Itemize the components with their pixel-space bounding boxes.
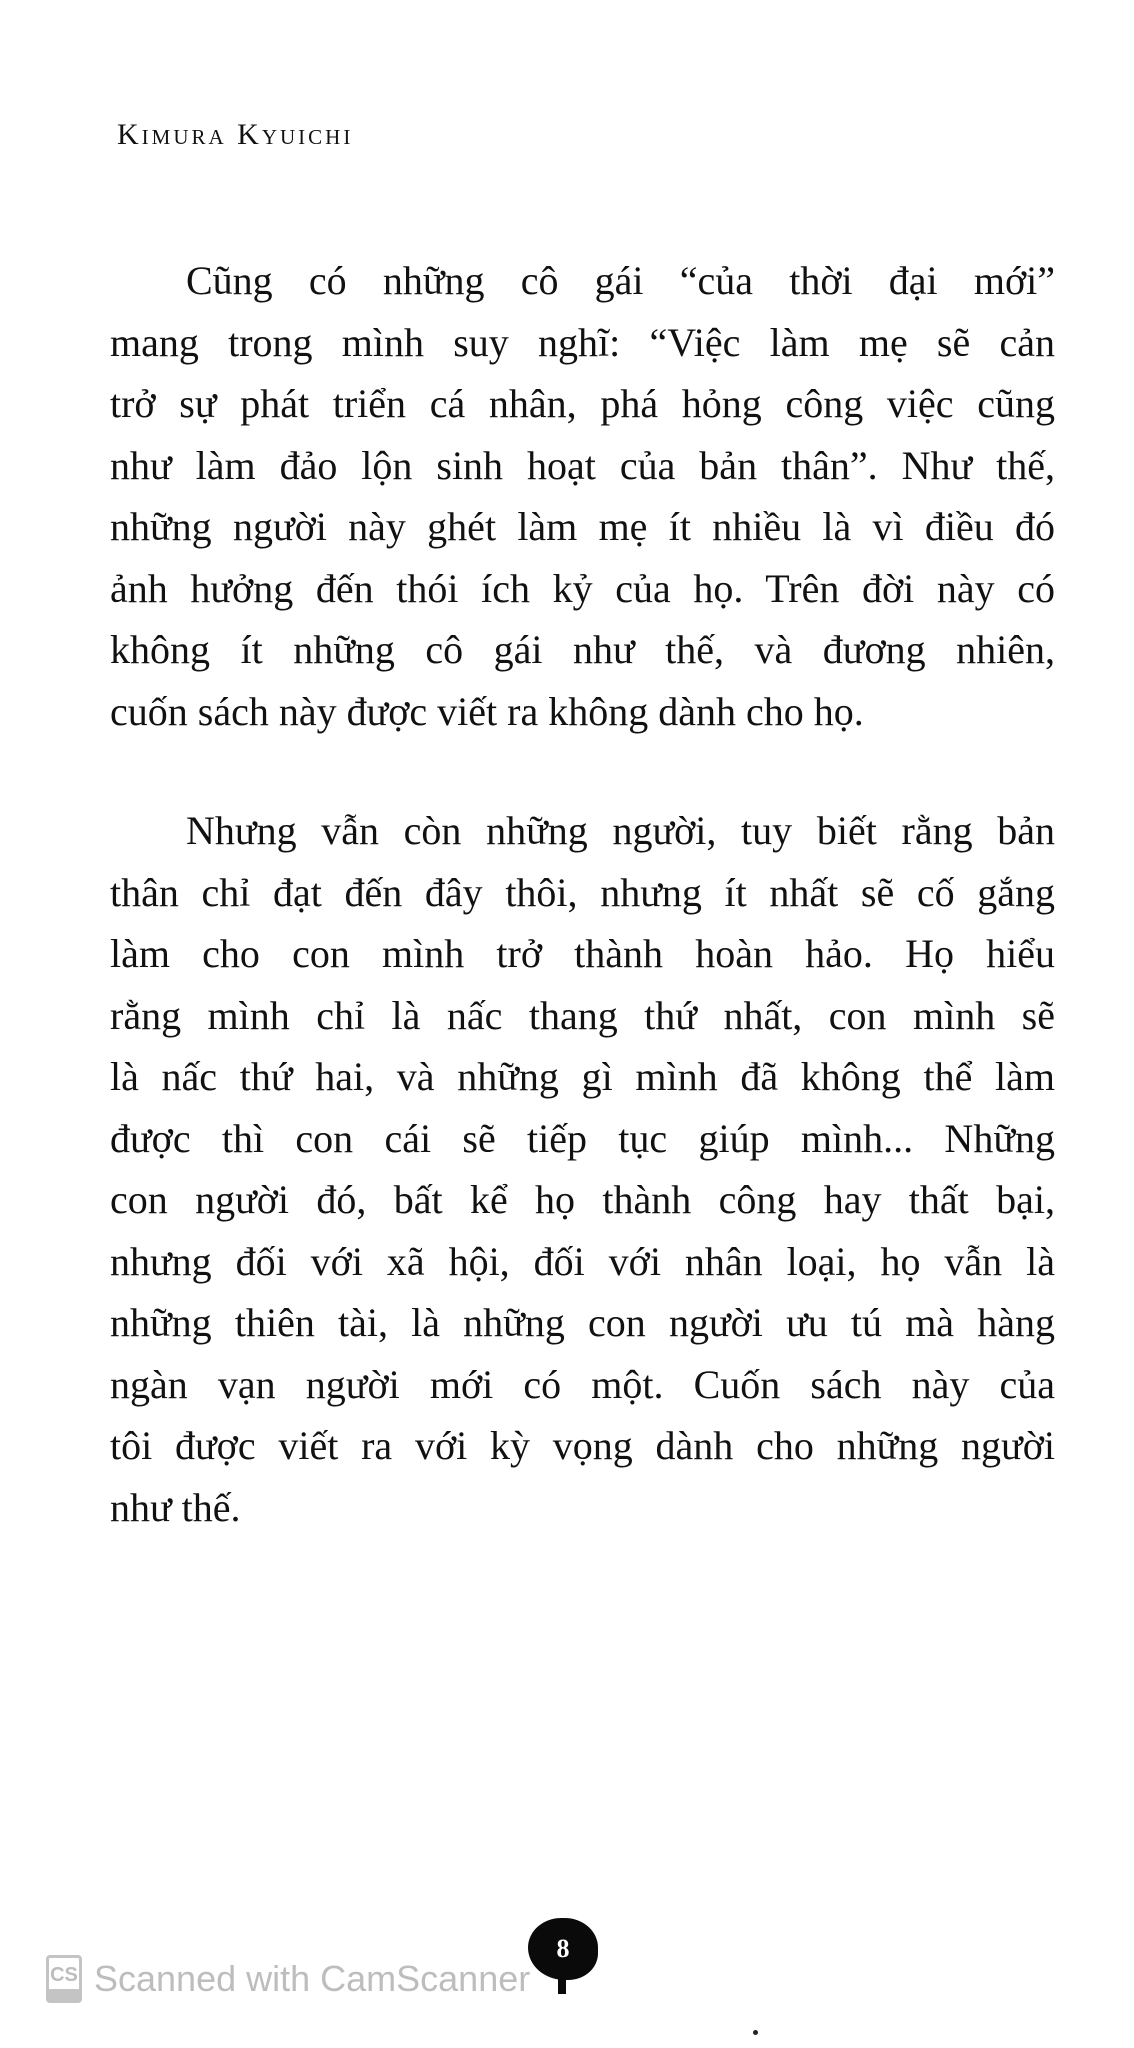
text-line: là nấc thứ hai, và những gì mình đã không thể làm — [110, 1054, 1055, 1099]
text-line: thân chỉ đạt đến đây thôi, nhưng ít nhất sẽ cố gắng — [110, 869, 1055, 915]
text-line: trở sự phát triển cá nhân, phá hỏng công việc cũng — [110, 381, 1055, 426]
watermark-text: Scanned with CamScanner — [94, 1958, 531, 1999]
text-line: như thế. — [110, 1484, 241, 1530]
paragraph-2 — [110, 800, 1055, 1538]
text-line: ảnh hưởng đến thói ích kỷ của họ. Trên đời này có — [110, 565, 1055, 611]
scan-speck — [753, 2030, 758, 2035]
badge-stem-decoration — [558, 1972, 566, 1994]
text-line: như làm đảo lộn sinh hoạt của bản thân”. Như thế, — [110, 442, 1055, 488]
text-line: tôi được viết ra với kỳ vọng dành cho những người — [110, 1423, 1055, 1468]
text-line: nhưng đối với xã hội, đối với nhân loại, họ vẫn là — [110, 1238, 1055, 1284]
text-line: mang trong mình suy nghĩ: “Việc làm mẹ sẽ cản — [110, 319, 1055, 365]
text-line: ngàn vạn người mới có một. Cuốn sách này của — [110, 1361, 1055, 1407]
text-line: được thì con cái sẽ tiếp tục giúp mình... Những — [110, 1115, 1055, 1161]
logo-text: CS — [50, 1964, 78, 1986]
running-header-author: Kimura Kyuichi — [117, 118, 354, 151]
text-line: Nhưng vẫn còn những người, tuy biết rằng bản — [186, 808, 1055, 853]
text-line: không ít những cô gái như thế, và đương nhiên, — [110, 627, 1055, 672]
page-number-badge — [528, 1918, 598, 1980]
paragraph-1 — [110, 250, 1055, 742]
text-line: Cũng có những cô gái “của thời đại mới” — [186, 258, 1055, 303]
text-line: con người đó, bất kể họ thành công hay thất bại, — [110, 1177, 1055, 1222]
text-line: những người này ghét làm mẹ ít nhiều là vì điều đó — [110, 504, 1055, 549]
text-line: làm cho con mình trở thành hoàn hảo. Họ hiểu — [110, 931, 1055, 976]
text-line: rằng mình chỉ là nấc thang thứ nhất, con mình sẽ — [110, 992, 1055, 1038]
text-line: những thiên tài, là những con người ưu tú mà hàng — [110, 1300, 1055, 1345]
logo-bar — [49, 1989, 79, 2000]
text-line: cuốn sách này được viết ra không dành cho họ. — [110, 688, 864, 734]
camscanner-watermark — [46, 1955, 530, 2003]
page-number: 8 — [556, 1934, 570, 1963]
camscanner-logo-icon — [46, 1955, 82, 2003]
